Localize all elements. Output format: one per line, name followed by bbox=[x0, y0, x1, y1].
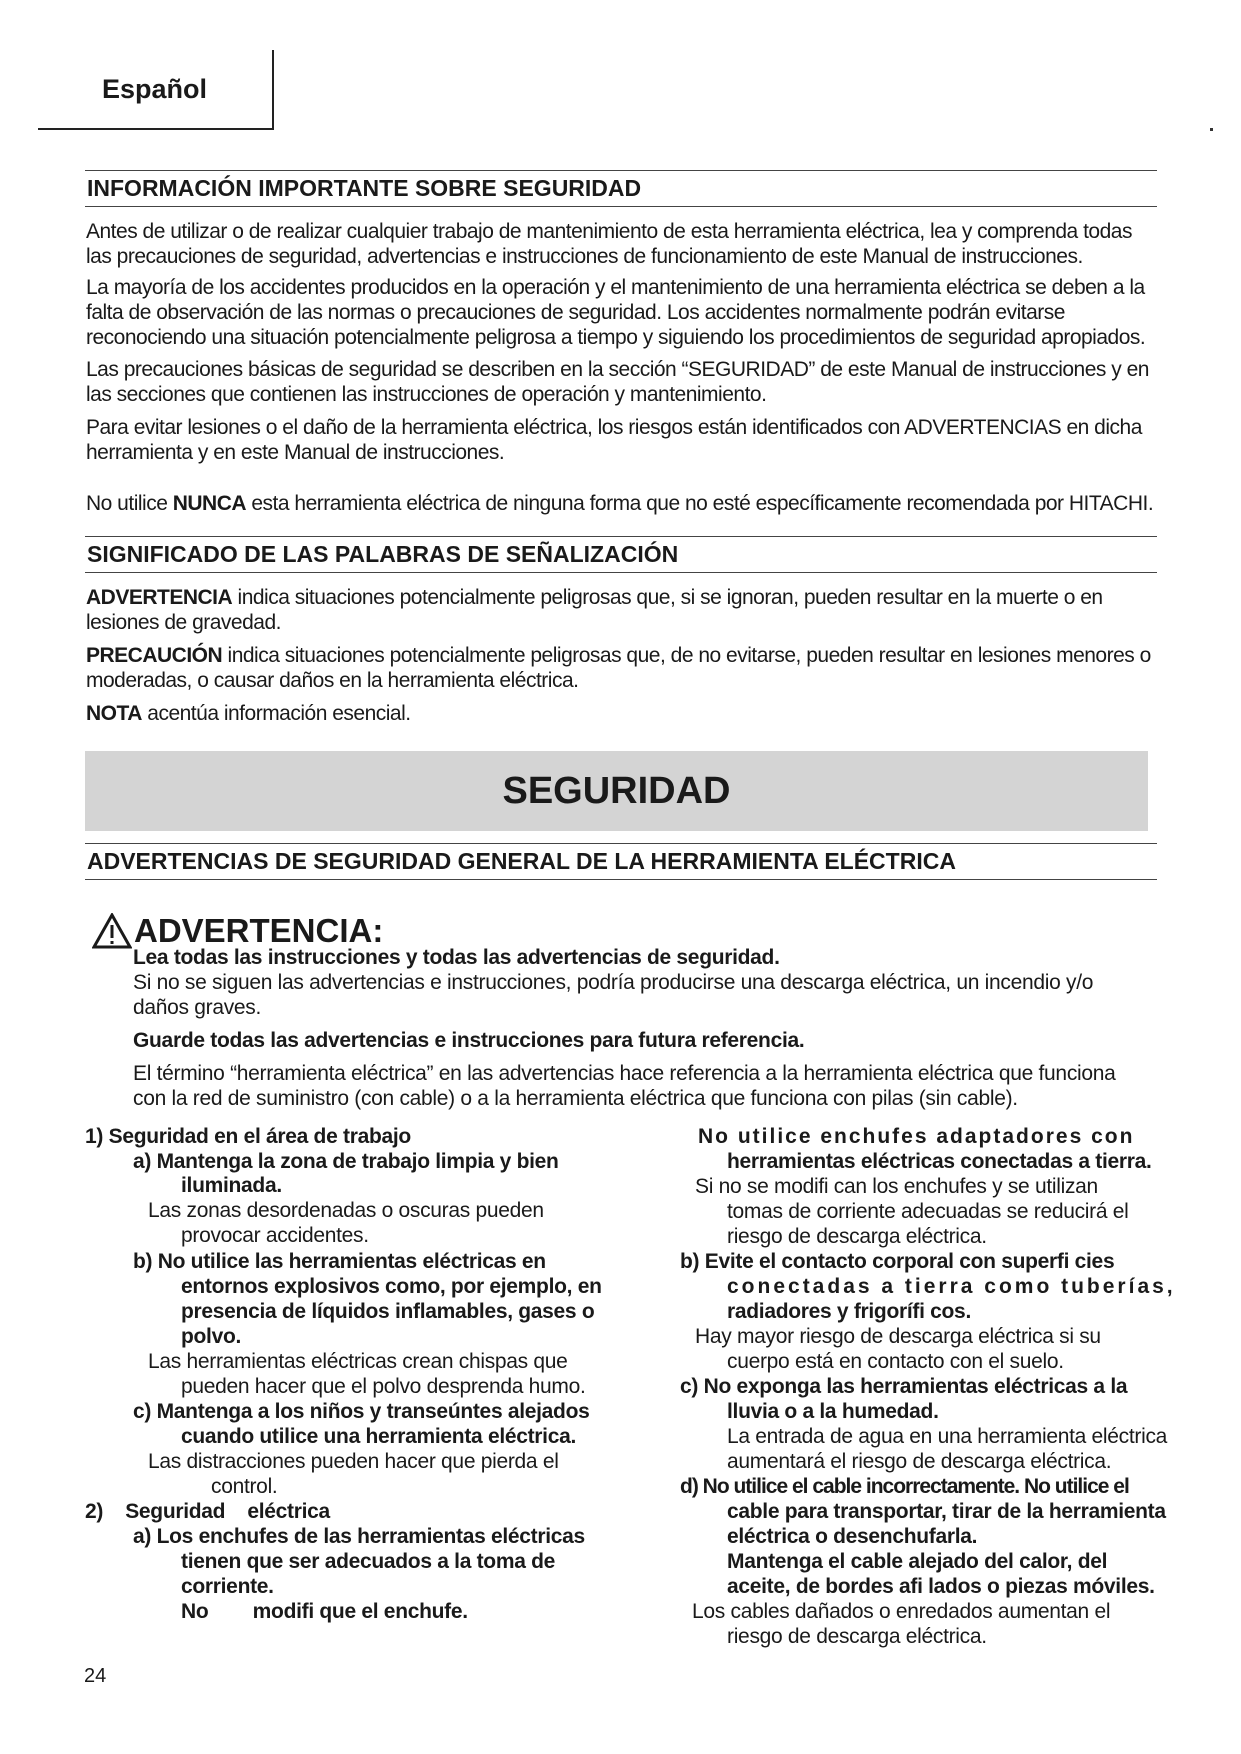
item-d-heading-4: Mantenga el cable alejado del calor, del bbox=[727, 1550, 1108, 1573]
item-b-right-heading-3: radiadores y frigorífi cos. bbox=[727, 1300, 971, 1323]
item-a-heading: a) Mantenga la zona de trabajo limpia y bien bbox=[133, 1150, 559, 1173]
language-label: Español bbox=[102, 74, 208, 104]
info-paragraph-5: No utilice NUNCA esta herramienta eléctrica de ninguna forma que no esté específicamente recomendada por HITACHI. bbox=[86, 492, 1154, 515]
item-d-heading-5: aceite, de bordes afi lados o piezas móviles. bbox=[727, 1575, 1155, 1598]
signal-precaucion: PRECAUCIÓN indica situaciones potencialmente peligrosas que, de no evitarse, pueden resultar en lesiones menores o moderadas, o causar daños en la herramienta eléctrica. bbox=[86, 644, 1151, 692]
item-b-heading-2: entornos explosivos como, por ejemplo, en bbox=[181, 1275, 602, 1298]
item-b-heading-4: polvo. bbox=[181, 1325, 242, 1348]
safety-banner: SEGURIDAD bbox=[85, 751, 1148, 831]
signal-advertencia: ADVERTENCIA indica situaciones potencialmente peligrosas que, si se ignoran, pueden resultar en la muerte o en lesiones de gravedad. bbox=[86, 586, 1103, 634]
section-title-general-warnings: ADVERTENCIAS DE SEGURIDAD GENERAL DE LA HERRAMIENTA ELÉCTRICA bbox=[85, 843, 1157, 880]
item-a-text-2: provocar accidentes. bbox=[181, 1224, 369, 1247]
item-b-right-heading-2: conectadas a tierra como tuberías, bbox=[727, 1275, 1176, 1298]
page-number: 24 bbox=[84, 1665, 107, 1687]
item-c-right-heading: c) No exponga las herramientas eléctricas a la bbox=[680, 1375, 1128, 1398]
item-c-heading-2: cuando utilice una herramienta eléctrica. bbox=[181, 1425, 577, 1448]
adapter-text-3: riesgo de descarga eléctrica. bbox=[727, 1225, 987, 1248]
item-c-heading: c) Mantenga a los niños y transeúntes alejados bbox=[133, 1400, 590, 1423]
warning-read-all-text: Si no se siguen las advertencias e instrucciones, podría producirse una descarga eléctrica, un incendio y/o daños graves. bbox=[133, 971, 1094, 1019]
item-c-right-heading-2: lluvia o a la humedad. bbox=[727, 1400, 939, 1423]
warning-title: ADVERTENCIA: bbox=[134, 912, 384, 949]
adapter-heading-2: herramientas eléctricas conectadas a tierra. bbox=[727, 1150, 1152, 1173]
item-a-heading-2: iluminada. bbox=[181, 1174, 282, 1197]
item-d-heading: d) No utilice el cable incorrectamente. No utilice el bbox=[680, 1475, 1129, 1498]
item-b-text-2: pueden hacer que el polvo desprenda humo. bbox=[181, 1375, 586, 1398]
info-paragraph-2: La mayoría de los accidentes producidos en la operación y el mantenimiento de una herramienta eléctrica se deben a la falta de observación de las normas o precauciones de seguridad. Los accidentes normalmente podrán evitarse reconociendo una situación potencialmente peligrosa a tiempo y siguiendo los procedimientos de seguridad apropiados. bbox=[86, 276, 1146, 349]
info-paragraph-4: Para evitar lesiones o el daño de la herramienta eléctrica, los riesgos están identificados con ADVERTENCIAS en dicha herramienta y en este Manual de instrucciones. bbox=[86, 416, 1142, 464]
electric-a-heading-3: corriente. bbox=[181, 1575, 274, 1598]
item-c-right-text-2: aumentará el riesgo de descarga eléctrica. bbox=[727, 1450, 1112, 1473]
item-b-right-text: Hay mayor riesgo de descarga eléctrica si su bbox=[695, 1325, 1101, 1348]
section-title-signal-words: SIGNIFICADO DE LAS PALABRAS DE SEÑALIZACIÓN bbox=[85, 536, 1157, 573]
electric-a-heading-4: No modifi que el enchufe. bbox=[181, 1600, 468, 1623]
language-tab bbox=[38, 50, 274, 130]
item-c-text: Las distracciones pueden hacer que pierda el bbox=[148, 1450, 559, 1473]
item-d-text-2: riesgo de descarga eléctrica. bbox=[727, 1625, 987, 1648]
adapter-heading: No utilice enchufes adaptadores con bbox=[698, 1125, 1135, 1148]
margin-mark bbox=[1210, 128, 1213, 131]
item-a-text: Las zonas desordenadas o oscuras pueden bbox=[148, 1199, 544, 1222]
item-b-heading-3: presencia de líquidos inflamables, gases o bbox=[181, 1300, 595, 1323]
electric-a-heading: a) Los enchufes de las herramientas eléctricas bbox=[133, 1525, 585, 1548]
warning-keep: Guarde todas las advertencias e instrucciones para futura referencia. bbox=[133, 1029, 805, 1052]
electric-safety-heading: 2) Seguridad eléctrica bbox=[85, 1500, 330, 1523]
item-d-heading-3: eléctrica o desenchufarla. bbox=[727, 1525, 978, 1548]
adapter-text: Si no se modifi can los enchufes y se utilizan bbox=[695, 1175, 1098, 1198]
info-paragraph-1: Antes de utilizar o de realizar cualquier trabajo de mantenimiento de esta herramienta eléctrica, lea y comprenda todas las precauciones de seguridad, advertencias e instrucciones de funcionamiento de este Manual de instrucciones. bbox=[86, 220, 1132, 268]
work-area-heading: 1) Seguridad en el área de trabajo bbox=[85, 1125, 411, 1148]
item-d-text: Los cables dañados o enredados aumentan el bbox=[692, 1600, 1111, 1623]
item-c-right-text: La entrada de agua en una herramienta eléctrica bbox=[727, 1425, 1168, 1448]
warning-keep-text: El término “herramienta eléctrica” en las advertencias hace referencia a la herramienta eléctrica que funciona con la red de suministro (con cable) o a la herramienta eléctrica que funciona con pilas (sin cable). bbox=[133, 1062, 1116, 1110]
item-b-heading: b) No utilice las herramientas eléctricas en bbox=[133, 1250, 546, 1273]
item-d-heading-2: cable para transportar, tirar de la herramienta bbox=[727, 1500, 1166, 1523]
electric-a-heading-2: tienen que ser adecuados a la toma de bbox=[181, 1550, 556, 1573]
warning-read-all: Lea todas las instrucciones y todas las advertencias de seguridad. bbox=[133, 946, 780, 969]
section-title-info: INFORMACIÓN IMPORTANTE SOBRE SEGURIDAD bbox=[85, 170, 1157, 207]
warning-triangle-icon bbox=[92, 913, 132, 949]
info-paragraph-3: Las precauciones básicas de seguridad se describen en la sección “SEGURIDAD” de este Manual de instrucciones y en las secciones que contienen las instrucciones de operación y mantenimiento. bbox=[86, 358, 1149, 406]
item-b-right-heading: b) Evite el contacto corporal con superfi cies bbox=[680, 1250, 1115, 1273]
item-b-right-text-2: cuerpo está en contacto con el suelo. bbox=[727, 1350, 1064, 1373]
adapter-text-2: tomas de corriente adecuadas se reducirá el bbox=[727, 1200, 1129, 1223]
signal-nota: NOTA acentúa información esencial. bbox=[86, 702, 411, 725]
item-c-text-2: control. bbox=[211, 1475, 278, 1498]
item-b-text: Las herramientas eléctricas crean chispas que bbox=[148, 1350, 568, 1373]
